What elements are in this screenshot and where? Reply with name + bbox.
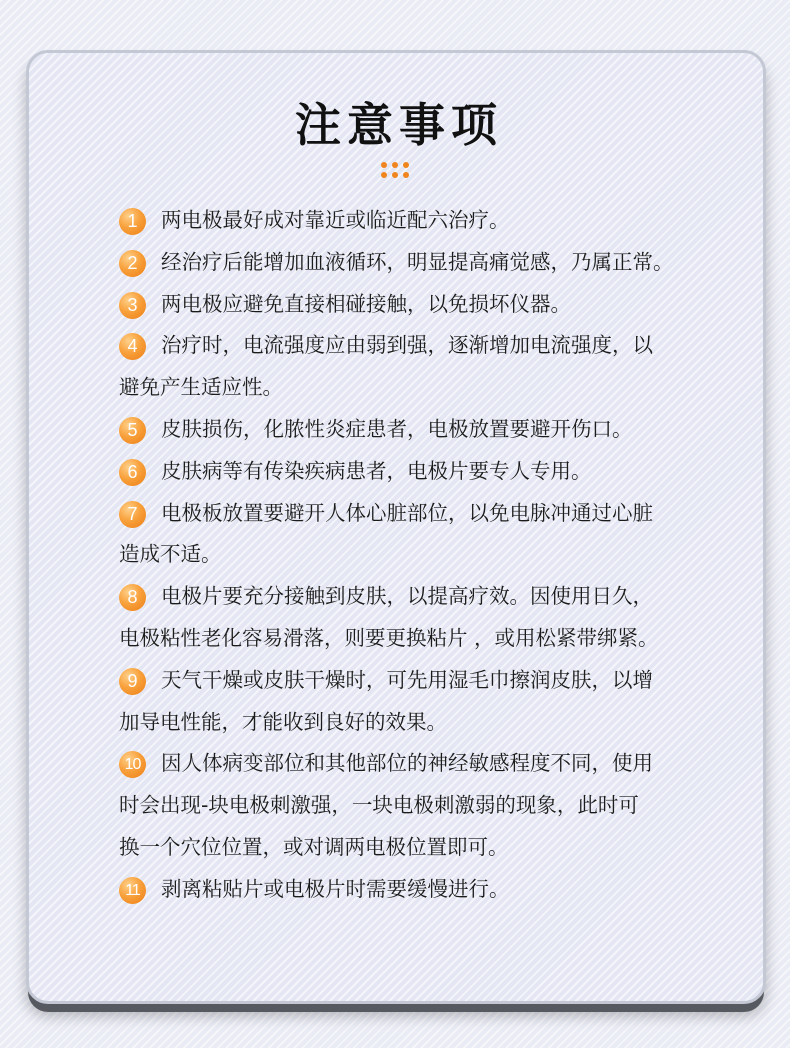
list-item <box>119 576 719 660</box>
page-title: 注意事项 <box>295 98 503 152</box>
number-badge-icon: 9 <box>119 668 146 695</box>
item-text-line: 因人体病变部位和其他部位的神经敏感程度不同，使用 <box>161 751 653 776</box>
number-badge-icon: 7 <box>119 501 146 528</box>
list-item <box>119 743 719 868</box>
notice-list <box>119 200 719 911</box>
item-text-line: 剥离粘贴片或电极片时需要缓慢进行。 <box>161 876 510 901</box>
list-item <box>119 284 719 326</box>
item-text-line: 治疗时，电流强度应由弱到强，逐渐增加电流强度，以 <box>161 333 653 358</box>
item-text-line: 避免产生适应性。 <box>119 375 283 400</box>
item-text-line: 经治疗后能增加血液循环，明显提高痛觉感，乃属正常。 <box>161 249 674 274</box>
item-text-line: 加导电性能，才能收到良好的效果。 <box>119 709 447 734</box>
list-item <box>119 451 719 493</box>
list-item <box>119 493 719 577</box>
item-text-line: 两电极最好成对靠近或临近配六治疗。 <box>161 208 510 232</box>
item-text-line: 两电极应避免直接相碰接触，以免损坏仪器。 <box>161 291 571 316</box>
list-item <box>119 325 719 409</box>
item-text-line: 电极板放置要避开人体心脏部位，以免电脉冲通过心脏 <box>161 500 653 525</box>
item-text-line: 皮肤损伤，化脓性炎症患者，电极放置要避开伤口。 <box>161 416 633 441</box>
list-item <box>119 200 719 242</box>
number-badge-icon: 5 <box>119 417 146 444</box>
number-badge-icon: 2 <box>119 250 146 277</box>
number-badge-icon: 11 <box>119 877 146 904</box>
notice-card <box>26 50 766 1004</box>
item-text-line: 时会出现-块电极刺激强，一块电极刺激弱的现象，此时可 <box>119 793 639 818</box>
number-badge-icon: 6 <box>119 459 146 486</box>
number-badge-icon: 8 <box>119 584 146 611</box>
item-text-line: 造成不适。 <box>119 542 222 567</box>
list-item <box>119 242 719 284</box>
number-badge-icon: 10 <box>119 751 146 778</box>
list-item <box>119 869 719 911</box>
number-badge-icon: 3 <box>119 292 146 319</box>
item-text-line: 天气干燥或皮肤干燥时，可先用湿毛巾擦润皮肤，以增 <box>161 667 653 692</box>
number-badge-icon: 1 <box>119 208 146 235</box>
item-text-line: 皮肤病等有传染疾病患者，电极片要专人专用。 <box>161 458 592 483</box>
item-text-line: 电极片要充分接触到皮肤，以提高疗效。因使用日久， <box>161 584 653 609</box>
list-item <box>119 409 719 451</box>
item-text-line: 电极粘性老化容易滑落，则要更换粘片 ，或用松紧带绑紧。 <box>119 625 659 650</box>
dots-ornament-icon <box>381 162 413 182</box>
item-text-line: 换一个穴位位置，或对调两电极位置即可。 <box>119 834 509 859</box>
list-item <box>119 660 719 744</box>
number-badge-icon: 4 <box>119 333 146 360</box>
